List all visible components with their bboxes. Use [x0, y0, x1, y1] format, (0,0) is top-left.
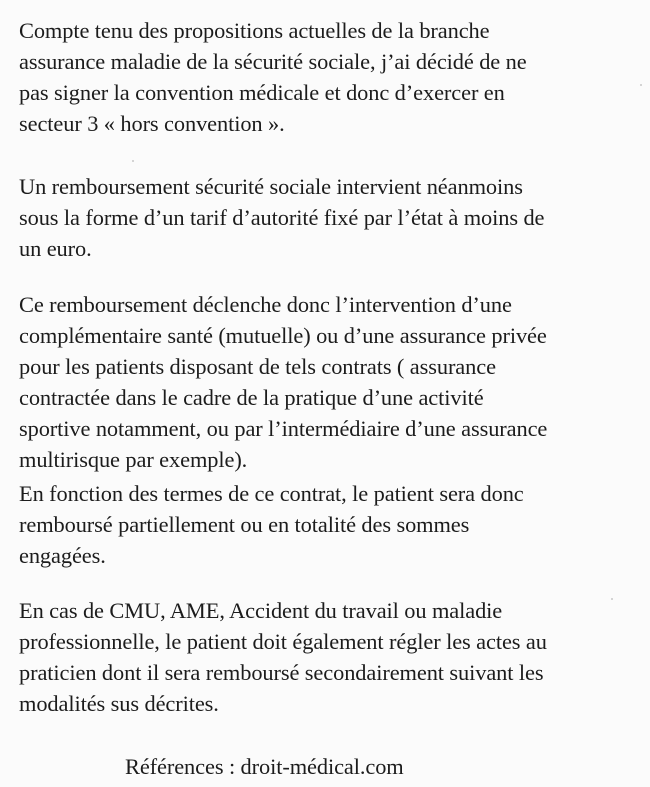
text-line: assurance maladie de la sécurité sociale, j’ai décidé de ne [19, 49, 527, 74]
paragraph-refusal-convention [19, 15, 527, 139]
text-line: pas signer la convention médicale et donc d’exercer en [19, 80, 505, 105]
text-line: professionnelle, le patient doit également régler les actes au [19, 629, 547, 654]
text-line: sportive notamment, ou par l’intermédiaire d’une assurance [19, 416, 548, 441]
text-line: complémentaire santé (mutuelle) ou d’une assurance privée [19, 323, 547, 348]
paragraph-cmu-ame-cases [19, 595, 547, 719]
text-line: Ce remboursement déclenche donc l’intervention d’une [19, 292, 512, 317]
scan-speck [611, 598, 613, 600]
text-line: secteur 3 « hors convention ». [19, 111, 285, 136]
text-line: Compte tenu des propositions actuelles de la branche [19, 18, 490, 43]
text-line: contractée dans le cadre de la pratique d’une activité [19, 385, 484, 410]
text-line: praticien dont il sera remboursé secondairement suivant les [19, 660, 544, 685]
text-line: sous la forme d’un tarif d’autorité fixé par l’état à moins de [19, 205, 545, 230]
scan-speck [640, 84, 642, 86]
text-line: engagées. [19, 543, 106, 568]
scan-speck [132, 160, 134, 162]
text-line: En cas de CMU, AME, Accident du travail ou maladie [19, 598, 503, 623]
text-line: multirisque par exemple). [19, 447, 248, 472]
text-line: pour les patients disposant de tels contrats ( assurance [19, 354, 496, 379]
text-line: remboursé partiellement ou en totalité des sommes [19, 512, 470, 537]
text-line: Un remboursement sécurité sociale intervient néanmoins [19, 174, 523, 199]
text-line: modalités sus décrites. [19, 691, 219, 716]
paragraph-complementary-insurance [19, 289, 547, 475]
paragraph-contract-terms [19, 478, 524, 571]
references-line: Références : droit-médical.com [125, 754, 404, 779]
text-line: un euro. [19, 236, 92, 261]
paragraph-reimbursement-authority-tariff [19, 171, 544, 264]
text-line: En fonction des termes de ce contrat, le patient sera donc [19, 481, 524, 506]
